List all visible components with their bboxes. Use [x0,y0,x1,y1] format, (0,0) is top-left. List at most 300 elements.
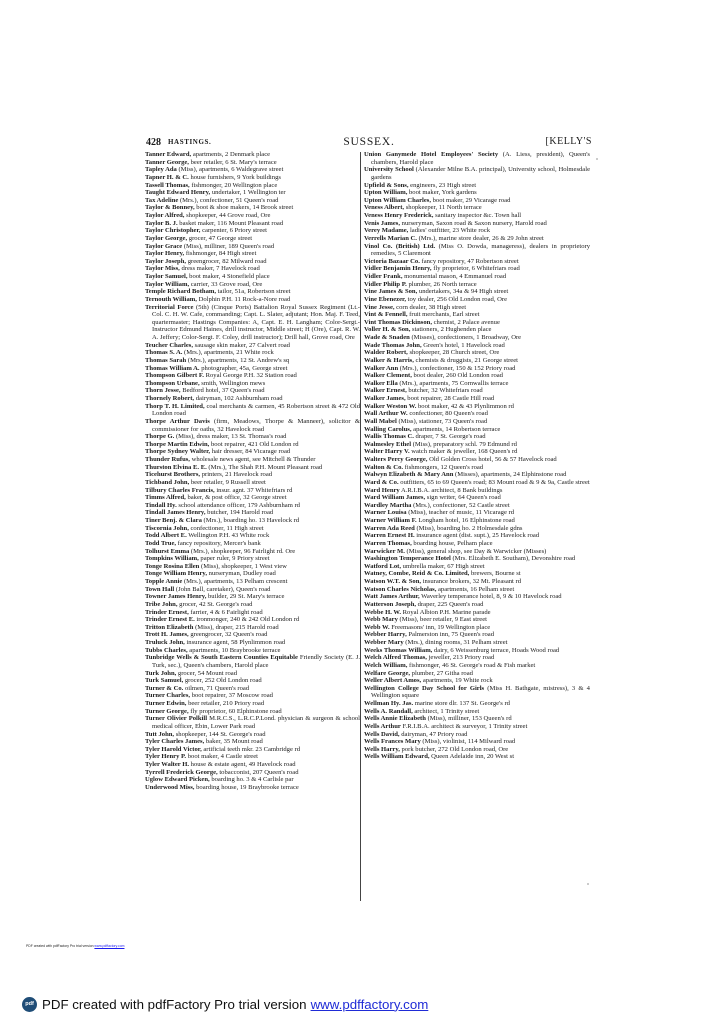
entry-name: Wells Annie Elizabeth [364,715,426,723]
entry-details: butcher, 32 Whitefriars road [406,387,483,395]
entry-details: insurance agent (dist. supt.), 25 Havelock road [414,532,540,540]
pdffactory-logo-icon: pdf [22,997,37,1012]
entry-details: confectioner, 11 High street [188,524,264,532]
page-header [146,136,592,150]
entry-name: Uglow Edward Picken, [145,776,210,784]
entry-details: (Miss), dress maker, 13 St. Thomas's road [174,433,287,441]
entry-name: Turk Samuel, [145,677,184,685]
entry-details: plumber, 26 North terrace [406,280,477,288]
entry-name: Webber Mary [364,639,404,646]
entry-details: (Miss), beer retailer, 9 East street [397,616,487,624]
entry-details: fancy repository, Mercer's bank [176,539,261,547]
entry-name: Turner Edwin, [145,700,187,707]
directory-entry [364,433,590,441]
entry-details: (Misses), apartments, 24 Elphinstone road [453,471,567,479]
directory-entry [364,464,590,472]
directory-entry [145,395,360,403]
entry-name: Timms Alfred, [145,494,186,502]
entry-details: boarding house, 19 Braybrooke terrace [194,783,299,791]
directory-entry [364,334,590,342]
directory-entry [145,357,360,365]
entry-name: Tyler Harold Victor, [145,745,202,753]
entry-details: shopkeeper, 44 Grove road, Ore [184,212,271,219]
directory-entry [145,448,360,456]
entry-details: (Mrs.), apartments, 13 Pelham crescent [182,578,288,585]
entry-details: boarding house, Pelham place [411,539,493,547]
entry-name: Vidler Philip P. [364,280,407,288]
entry-details: carrier, 33 Grove road, Ore [189,280,263,288]
entry-name: Tritton Elizabeth [145,623,194,631]
entry-details: sausage skin maker, 27 Calvert road [193,341,290,349]
entry-name: Taught Edward Henry, [145,189,211,197]
entry-details: draper, 7 St. George's road [413,433,486,441]
entry-name: Trinder Ernest, [145,608,189,616]
entry-details: (Mrs.), shopkeeper, 96 Fairlight rd. Ore [189,547,296,555]
entry-name: Walton & Co. [364,463,404,471]
directory-entry [364,708,590,716]
entry-details: (Misses), confectioners, 1 Broadway, Ore [409,334,522,341]
directory-entry [364,601,590,609]
entry-details: plumber, 27 Githa road [410,669,473,677]
directory-entry [145,243,360,251]
entry-name: Wade & Snaden [364,334,410,341]
directory-entry [364,746,590,754]
entry-name: Warren Thomas, [364,539,412,547]
entry-name: Upton William Charles, [364,196,431,204]
entry-name: Vinol Co. (British) Ltd. [364,242,436,250]
entry-details: baker, & post office, 32 George street [185,494,287,502]
entry-details: (Miss O. Dowda, manageress), dealers in proprietory remedies, 5 Claremont [371,242,590,258]
directory-entry [145,258,360,266]
directory-entry [145,692,360,700]
directory-entry [145,273,360,281]
entry-details: undertakers, 34a & 94 High street [417,288,509,296]
entry-details: (Miss), teacher of music, 11 Vicarage rd [406,509,515,517]
entry-details: apartments, 2 Denmark place [191,151,271,158]
directory-entry [145,342,360,350]
entry-details: chemist, 2 Palace avenue [431,318,500,326]
entry-name: Wall Mabel [364,417,397,425]
directory-entry [145,372,360,380]
directory-entry [145,700,360,708]
directory-entry [364,319,590,327]
entry-details: toy dealer, 256 Old London road, Ore [406,295,507,303]
directory-entry [145,586,360,594]
entry-details: outfitters, 65 to 69 Queen's road; 83 Mount road & 9 & 9a, Castle street [398,478,590,486]
directory-entry [364,517,590,525]
entry-details: marine store dlr. 137 St. George's rd [413,700,510,707]
entry-details: Royal Albion P.H. Marine parade [401,608,491,616]
entry-details: dairyman, 47 Priory road [399,730,468,738]
directory-entry [145,578,360,586]
entry-details: (Miss), draper, 215 Harold road [193,623,279,631]
entry-name: Warner Louisa [364,509,407,517]
directory-entry [364,151,590,166]
entry-details: (5th) (Cinque Ports) Battalion Royal Sussex Regiment (Lt.-Col. C. H. W. Cafe, commanding; Capt. L. Slater, adjutant; Hon. Maj. F. Teed, quartermaster; Hastings Companies: A, Capt. E. H. Langham; Color-Sergt.-Instructor Edmund Haines, drill instructor, Middle street; H (Ore), Capt. R. W. A. Jeffery; Color-Sergt. F. Coley, drill instructor); Drill hall, Grove road, Ore [152,303,361,341]
entry-details: grocer, 54 Mount road [176,669,237,677]
small-watermark-link[interactable]: www.pdffactory.com [94,944,125,948]
directory-entry [145,708,360,716]
directory-entry [364,487,590,495]
right-column [364,151,590,761]
directory-entry [364,471,590,479]
entry-name: Vint & Fennell, [364,311,408,319]
directory-entry [145,746,360,754]
directory-entry [364,387,590,395]
directory-entry [364,548,590,556]
directory-entry [145,494,360,502]
entry-name: Tyrrell Frederick George, [145,768,218,776]
entry-name: Thorpe Arthur Davis [145,417,210,425]
entry-details: house & estate agent, 49 Havelock road [189,761,296,768]
directory-entry [364,189,590,197]
entry-details: boot maker, York gardens [407,189,477,197]
entry-details: shopkeeper, 144 St. George's road [174,730,266,738]
directory-entry [364,731,590,739]
entry-name: Todd Albert E. [145,532,187,540]
entry-name: Thunder Rufus, [145,456,190,463]
entry-name: Warwicker M. [364,547,405,555]
entry-name: Watney, Combe, Reid & Co. Limited, [364,570,470,578]
directory-entry [145,182,360,190]
directory-entry [145,647,360,655]
entry-name: Vine Jesse, [364,303,395,311]
directory-entry [145,387,360,395]
column-divider [360,152,361,901]
entry-name: Taylor William, [145,280,190,288]
entry-name: Tompkins William, [145,555,199,563]
entry-details: Bedford hotel, 37 Queen's road [180,387,265,395]
entry-details: house furnishers, 9 York buildings [188,173,281,181]
entry-details: (Mrs.), apartments, 75 Cornwallis terrace [397,379,509,387]
entry-details: ladies' outfitter, 23 White rock [408,227,491,235]
entry-name: Wall Arthur W. [364,410,408,418]
entry-details: oilmen, 71 Queen's road [183,684,250,692]
entry-name: Upton William, [364,189,408,197]
entry-details: jeweller, 213 Priory road [426,654,495,662]
entry-name: Welch Alfred Thomas, [364,654,427,662]
entry-name: Walker Ann [364,364,399,372]
entry-details: dairy, 6 Weissenburg terrace, Hoads Wood road [432,646,560,654]
entry-name: Thompson Gilbert F. [145,372,204,380]
entry-details: boot maker, 29 Vicarage road [430,196,511,204]
entry-name: Wells Frances Mary [364,738,421,746]
directory-entry [364,288,590,296]
directory-entry [364,509,590,517]
entry-details: paper ruler, 9 Priory street [198,555,270,563]
entry-name: Todd True, [145,539,177,547]
entry-name: Vidler Frank, [364,273,403,280]
entry-name: Tindall James Henry, [145,509,206,517]
entry-details: boot repairer, 28 Castle Hill road [405,395,495,402]
entry-name: Thorp T. H. Limited, [145,402,205,410]
entry-name: Thurston Elvina E. E. [145,463,207,471]
entry-details: architect, 1 Trinity street [412,707,480,715]
entry-name: Wells A. Randall, [364,707,413,715]
entry-details: boot maker, 42 & 43 Plynlimmon rd [416,402,514,410]
directory-entry [364,365,590,373]
entry-details: brewers, Bourne st [469,570,521,578]
entry-name: Walker James, [364,395,406,402]
entry-name: Walter Harry V. [364,448,410,456]
entry-name: Towner James Henry, [145,593,207,601]
entry-name: Wellman Hy. Jas. [364,700,414,707]
directory-entry [364,456,590,464]
entry-name: Tapner H. & C. [145,173,189,181]
entry-details: Queen Adelaide inn, 20 West st [429,753,515,761]
entry-details: greengrocer, 82 Milward road [186,257,267,265]
directory-entry [145,197,360,205]
entry-details: beer retailer, 210 Priory road [186,700,265,707]
entry-details: fishmongers, 12 Queen's road [403,463,484,471]
entry-name: Tubbs Charles, [145,646,188,654]
entry-details: basket maker, 116 Mount Pleasant road [177,219,284,227]
directory-entry [145,631,360,639]
entry-name: Wells William Edward, [364,753,430,761]
entry-name: Taylor Grace [145,242,183,250]
entry-details: Green's hotel, 1 Havelock road [421,341,505,349]
directory-entry [364,647,590,655]
entry-name: Ticehurst Brothers, [145,471,201,479]
entry-name: Taylor George, [145,234,188,242]
entry-name: Tassell Thomas, [145,181,190,189]
footer-text: PDF created with pdfFactory Pro trial version [42,996,307,1012]
entry-name: Washington Temperance Hotel [364,555,451,563]
directory-entry [364,441,590,449]
entry-name: Ward & Co. [364,478,399,486]
directory-entry [145,151,360,159]
entry-name: Teucher Charles, [145,341,193,349]
entry-details: school attendance officer, 179 Ashburnham rd [176,501,300,509]
entry-name: Weller Albert Amos, [364,677,422,685]
entry-name: Temple Richard Botham, [145,288,217,296]
entry-details: corn dealer, 38 High street [394,303,467,311]
entry-name: Wallis Thomas C. [364,433,414,441]
entry-details: (Mrs.), boarding ho. 13 Havelock rd [201,517,300,524]
directory-entry [364,166,590,181]
directory-entry [145,609,360,617]
entry-name: Underwood Miss, [145,783,195,791]
directory-entry [364,220,590,228]
entry-details: smith, Wellington mews [199,379,266,387]
directory-entry [364,296,590,304]
entry-details: (John Ball, caretaker), Queen's road [174,585,271,593]
entry-details: apartments, 19 White rock [421,677,493,685]
directory-entry [145,517,360,525]
entry-details: apartments, 14 Robertson terrace [411,425,501,433]
directory-entry [145,525,360,533]
directory-entry [364,227,590,235]
entry-name: Thomas Sarah [145,356,187,364]
entry-details: fly proprietor, 60 Elphinstone road [188,707,282,715]
entry-name: Ternouth William, [145,295,197,303]
directory-entry [364,448,590,456]
entry-name: Watterson Joseph, [364,600,417,608]
entry-name: Walmesley Ethel [364,440,412,448]
entry-name: Watford Lot, [364,562,401,570]
directory-entry [145,753,360,761]
entry-details: ironmonger, 240 & 242 Old London rd [194,616,300,624]
entry-details: Freemasons' inn, 19 Wellington place [389,623,491,631]
directory-entry [145,769,360,777]
entry-details: (Miss), milliner, 153 Queen's rd [425,715,512,723]
entry-details: F.R.I.B.A. architect & surveyor, 1 Trinity street [400,722,528,730]
directory-entry [145,593,360,601]
directory-entry [145,715,360,730]
directory-entry [145,220,360,228]
entry-details: Waverley temperance hotel, 8, 9 & 10 Havelock road [419,593,562,601]
entry-name: Webb W. [364,623,390,631]
entry-name: Thompson Urbane, [145,379,200,387]
entry-details: fishmonger, 46 St. George's road & Fish market [407,661,536,669]
entry-name: Voller H. & Son, [364,326,411,334]
entry-details: (Miss), stationer, 73 Queen's road [396,417,488,425]
entry-details: shopkeeper, 28 Church street, Ore [407,349,500,357]
entry-name: Trott H. James, [145,631,189,639]
entry-name: Tiner Benj. & Clara [145,517,202,524]
entry-details: watch maker & jeweller, 168 Queen's rd [409,448,518,456]
publisher-heading: [KELLY'S [545,136,592,147]
entry-name: Union Ganymede Hotel Employees' Society [364,151,499,158]
directory-entry [145,502,360,510]
entry-details: apartments, 10 Braybrooke terrace [187,646,281,654]
entry-details: baker, 35 Mount road [204,738,263,746]
entry-details: farrier, 4 & 6 Fairlight road [188,608,263,616]
directory-entry [145,464,360,472]
entry-details: dairyman, 102 Ashburnham road [194,395,283,402]
entry-details: printers, 21 Havelock road [200,471,273,479]
entry-name: Taylor Miss, [145,265,180,273]
entry-name: Walker Ella [364,379,398,387]
entry-name: Thorpe Martin Edwin, [145,440,210,448]
directory-entry [364,624,590,632]
entry-name: Tonge Rosina Ellen [145,562,200,570]
directory-entry [364,418,590,426]
entry-name: Watt James Arthur, [364,593,420,601]
entry-name: Venis James, [364,219,401,227]
directory-entry [145,601,360,609]
entry-details: builder, 29 St. Mary's terrace [206,593,285,601]
entry-details: (Miss), boarding ho. 2 Holmesdale gdns [414,524,523,532]
entry-details: beer retailer, 9 Russell street [189,478,266,486]
entry-details: fruit merchants, Earl street [407,311,480,319]
small-watermark [26,944,124,948]
small-watermark-text: PDF created with pdfFactory Pro trial version [26,944,94,948]
entry-details: (Miss), milliner, 189 Queen's road [182,242,275,250]
directory-entry [145,471,360,479]
directory-entry [364,372,590,380]
entry-details: draper, 225 Queen's road [416,600,484,608]
directory-entry [364,342,590,350]
entry-name: Thomas William A. [145,364,200,372]
entry-details: (firm, Meadows, Thorpe & Manneer), solicitor & commissioner for oaths, 32 Havelock road [152,417,360,433]
directory-entry [364,578,590,586]
entry-details: dress maker, 7 Havelock road [179,265,260,273]
entry-name: Welfare George, [364,669,411,677]
directory-entry [145,639,360,647]
entry-details: sign writer, 64 Queen's road [425,494,501,502]
entry-name: Taylor B. J. [145,219,178,227]
entry-details: boarding ho. 3 & 4 Carlisle par [209,776,294,784]
entry-details: fishmonger, 84 High street [184,250,257,258]
entry-details: greengrocer, 32 Queen's road [188,631,268,639]
directory-entry [145,738,360,746]
entry-details: boot maker, 4 Stonefield place [187,273,270,280]
directory-entry [364,395,590,403]
entry-details: (Alexander Milne B.A. principal), University school, Holmesdale gardens [371,166,590,181]
directory-entry [145,235,360,243]
pdffactory-link[interactable]: www.pdffactory.com [310,996,429,1012]
entry-details: Friendly Society (E. J. Turk, sec.), Queen's chambers, Harold place [152,654,360,669]
directory-entry [145,418,360,433]
directory-entry [364,609,590,617]
entry-details: Palmerston inn, 75 Queen's road [406,631,494,639]
entry-details: (Mrs.), confectioner, 52 Castle street [411,501,510,509]
directory-entry [364,197,590,205]
entry-details: (Mrs.), apartments, 21 White rock [182,349,274,357]
entry-name: Walters Percy George, [364,456,428,463]
directory-entry [364,502,590,510]
locality-heading: HASTINGS. [168,138,212,146]
entry-name: Walder Robert, [364,349,408,357]
entry-details: boot dealer, 260 Old London road [411,372,503,380]
entry-details: (Miss), general shop, see Day & Warwicker (Misses) [404,547,547,555]
entry-name: Turner Charles, [145,692,191,700]
entry-name: Taylor Christopher, [145,227,201,235]
entry-details: (Mrs.), dining rooms, 31 Pelham street [403,639,508,646]
entry-details: (Miss), preparatory schl. 79 Edmund rd [411,440,517,448]
entry-name: Thomas S. A. [145,349,183,357]
entry-name: Wells Arthur [364,722,401,730]
entry-details: (Mrs.), confectioner, 150 & 152 Priory road [398,364,516,372]
entry-name: Vine James & Son, [364,288,418,296]
directory-entry [145,540,360,548]
directory-entry [145,433,360,441]
directory-entry [145,532,360,540]
entry-details: A.R.I.B.A. architect, 8 Bank buildings [399,486,503,494]
directory-entry [145,487,360,495]
directory-entry [364,555,590,563]
entry-name: Tichband John, [145,478,190,486]
entry-details: (Miss), shopkeeper, 1 West view [199,562,287,570]
entry-name: Territorial Force [145,303,194,311]
entry-details: confectioner, 80 Queen's road [407,410,488,418]
entry-details: butcher, 194 Harold road [205,509,274,517]
directory-entry [145,509,360,517]
directory-entry [364,723,590,731]
entry-name: Taylor & Bonney, [145,204,195,212]
directory-entry [364,326,590,334]
entry-details: Royal George P.H. 32 Station road [203,372,297,380]
directory-entry [145,731,360,739]
left-column [145,151,360,792]
directory-entry [364,403,590,411]
entry-details: fishmonger, 20 Wellington place [189,181,278,189]
directory-entry [364,410,590,418]
entry-name: Trinder Ernest E. [145,616,195,624]
entry-details: (Mrs.), apartments, 12 St. Andrew's sq [186,356,290,364]
directory-entry [145,685,360,693]
directory-entry [364,654,590,662]
directory-entry [364,593,590,601]
entry-name: Walker Ernest, [364,387,407,395]
directory-entry [145,250,360,258]
scan-speck [596,158,598,160]
directory-entry [145,365,360,373]
directory-entry [145,677,360,685]
directory-entry [145,616,360,624]
directory-entry [364,631,590,639]
